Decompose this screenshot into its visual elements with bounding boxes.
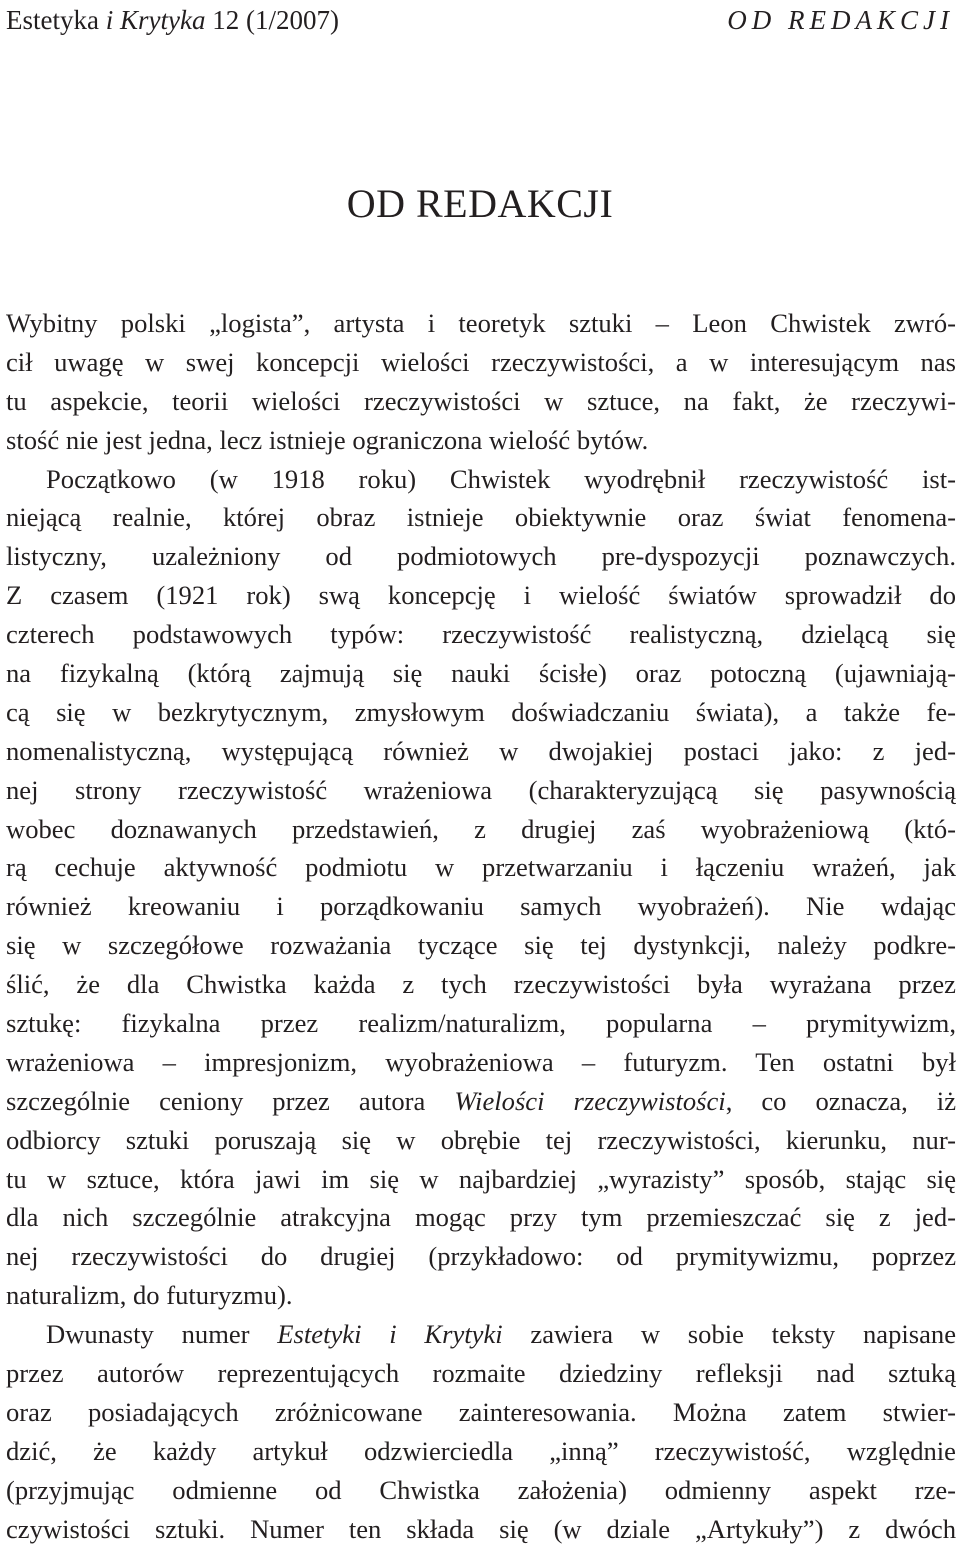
text-line: nomenalistyczną, występującą również w dwojakiej postaci jako: z jed- [6, 735, 956, 766]
text-line: czterech podstawowych typów: rzeczywistość realistyczną, dzielącą się [6, 619, 956, 650]
text-line: rą cechuje aktywność podmiotu w przetwarzaniu i łączeniu wrażeń, jak [6, 852, 956, 883]
text-line: tu w sztuce, która jawi im się w najbardziej „wyrazisty” sposób, stając się [6, 1163, 956, 1194]
text-line: cił uwagę w swej koncepcji wielości rzeczywistości, a w interesującym nas [6, 346, 956, 377]
issue-number: 12 (1/2007) [205, 5, 339, 35]
journal-name-italic-krytyka: Krytyka [113, 5, 206, 35]
text-line: stość nie jest jedna, lecz istnieje ograniczona wielość bytów. [6, 424, 649, 455]
text-line: nej rzeczywistości do drugiej (przykładowo: od prymitywizmu, poprzez [6, 1241, 956, 1272]
text-line [6, 1082, 956, 1121]
text-line: się w szczegółowe rozważania tyczące się tej dystynkcji, należy podkre- [6, 930, 956, 961]
running-header [6, 2, 954, 38]
text-line: Początkowo (w 1918 roku) Chwistek wyodrębnił rzeczywistość ist- [46, 463, 956, 494]
text-line [6, 1315, 956, 1354]
text-line: przez autorów reprezentujących rozmaite dziedziny refleksji nad sztuką [6, 1358, 956, 1389]
text-line: również kreowaniu i porządkowaniu samych wyobrażeń). Nie wdając [6, 891, 956, 922]
text-segment: Dwunasty numer [46, 1319, 278, 1350]
text-segment: zawiera w sobie teksty napisane [502, 1319, 956, 1350]
text-line: ślić, że dla Chwistka każda z tych rzeczywistości była wyrażana przez [6, 969, 956, 1000]
text-line: cą się w bezkrytycznym, zmysłowym doświadczaniu świata), a także fe- [6, 696, 956, 727]
text-line: wrażeniowa – impresjonizm, wyobrażeniowa – futuryzm. Ten ostatni był [6, 1046, 956, 1077]
book-title-italic: Wielości rzeczywistości [454, 1085, 726, 1116]
article-body [6, 304, 956, 1549]
text-line: oraz posiadających zróżnicowane zainteresowania. Można zatem stwier- [6, 1396, 956, 1427]
text-line: naturalizm, do futuryzmu). [6, 1280, 293, 1311]
journal-title-italic: Estetyki i Krytyki [277, 1319, 503, 1350]
text-segment: szczególnie ceniony przez autora [6, 1085, 455, 1116]
text-line: odbiorcy sztuki poruszają się w obrębie tej rzeczywistości, kierunku, nur- [6, 1124, 956, 1155]
text-line: sztukę: fizykalna przez realizm/naturalizm, popularna – prymitywizm, [6, 1008, 956, 1039]
text-line: Wybitny polski „logista”, artysta i teoretyk sztuki – Leon Chwistek zwró- [6, 308, 956, 338]
text-line: czywistości sztuki. Numer ten składa się (w dziale „Artykuły”) z dwóch [6, 1513, 956, 1544]
text-line: wobec doznawanych przedstawień, z drugiej zaś wyobrażeniową (któ- [6, 813, 956, 844]
text-line: niejącą realnie, której obraz istnieje obiektywnie oraz świat fenomena- [6, 502, 956, 533]
text-line: Z czasem (1921 rok) swą koncepcję i wielość światów sprowadził do [6, 580, 956, 611]
journal-name-italic-i: i [105, 5, 114, 35]
page-title: OD REDAKCJI [346, 181, 614, 226]
journal-issue-label [6, 2, 339, 38]
text-segment: , co oznacza, iż [725, 1085, 956, 1116]
text-line: listyczny, uzależniony od podmiotowych pre-dyspozycji poznawczych. [6, 541, 956, 572]
text-line: na fizykalną (którą zajmują się nauki ścisłe) oraz potoczną (ujawniają- [6, 658, 956, 689]
section-label: OD REDAKCJI [727, 5, 954, 35]
text-line: dzić, że każdy artykuł odzwierciedla „inną” rzeczywistość, względnie [6, 1435, 956, 1466]
text-line: dla nich szczególnie atrakcyjna mogąc przy tym przemieszczać się z jed- [6, 1202, 956, 1233]
text-line: (przyjmując odmienne od Chwistka założenia) odmienny aspekt rze- [6, 1474, 956, 1505]
text-line: tu aspekcie, teorii wielości rzeczywistości w sztuce, na fakt, że rzeczywi- [6, 385, 956, 416]
text-line: nej strony rzeczywistość wrażeniowa (charakteryzującą się pasywnością [6, 774, 956, 805]
journal-name-plain: Estetyka [6, 5, 106, 35]
